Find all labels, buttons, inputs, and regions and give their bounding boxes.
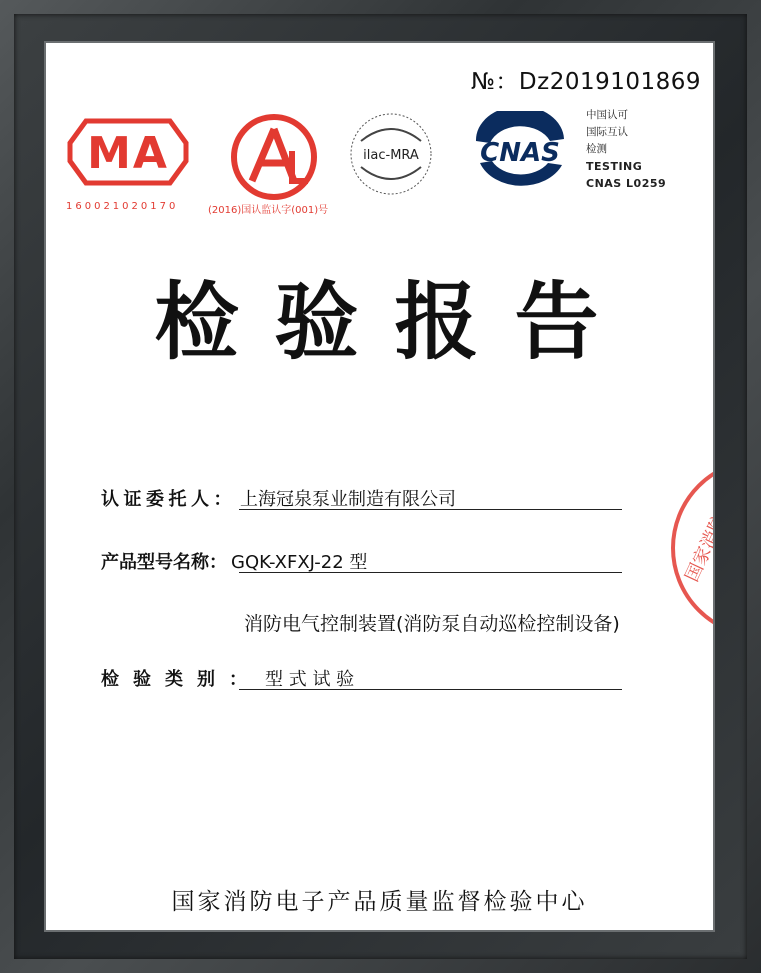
- product-name-value: 消防电气控制装置(消防泵自动巡检控制设备): [244, 613, 620, 635]
- cal-code: (2016)国认监认字(001)号: [208, 205, 329, 216]
- cma-logo: [66, 113, 190, 191]
- cnas-text: CNAS: [480, 138, 560, 168]
- cnas-side-text: [586, 107, 666, 192]
- model-label: 产品型号名称：: [101, 552, 227, 573]
- category-row: [101, 665, 354, 691]
- report-cover: [46, 43, 731, 930]
- category-label: 检验类别：: [101, 669, 261, 690]
- client-underline: [239, 509, 622, 510]
- client-value: 上海冠泉泵业制造有限公司: [240, 489, 456, 510]
- cnas-line: 中国认可: [586, 109, 628, 121]
- issuing-authority: 国家消防电子产品质量监督检验中心: [171, 889, 588, 915]
- report-title: 检验报告: [154, 272, 635, 371]
- model-row: [101, 548, 367, 574]
- cnas-testing: TESTING: [586, 160, 643, 173]
- ilac-mra-text: ilac-MRA: [363, 148, 419, 163]
- seal-text: 国家消防: [681, 510, 731, 586]
- category-underline: [239, 689, 622, 690]
- client-label: 认证委托人：: [101, 489, 236, 510]
- model-underline: [239, 572, 622, 573]
- cnas-logo: [466, 111, 574, 191]
- client-row: [101, 485, 456, 511]
- cal-logo: [226, 111, 322, 207]
- model-value: GQK-XFXJ-22 型: [231, 552, 368, 573]
- cnas-line: 检测: [586, 143, 607, 155]
- cma-code: 160021020170: [66, 201, 179, 212]
- cnas-number: CNAS L0259: [586, 177, 667, 190]
- cnas-line: 国际互认: [586, 126, 628, 138]
- seal-stamp: [666, 453, 731, 643]
- report-number: №：Dz2019101869: [471, 69, 702, 95]
- product-name-row: [244, 609, 620, 636]
- ilac-mra-logo: [346, 109, 436, 199]
- cma-logo-text: MA: [87, 128, 169, 179]
- category-value: 型 式 试 验: [265, 669, 355, 690]
